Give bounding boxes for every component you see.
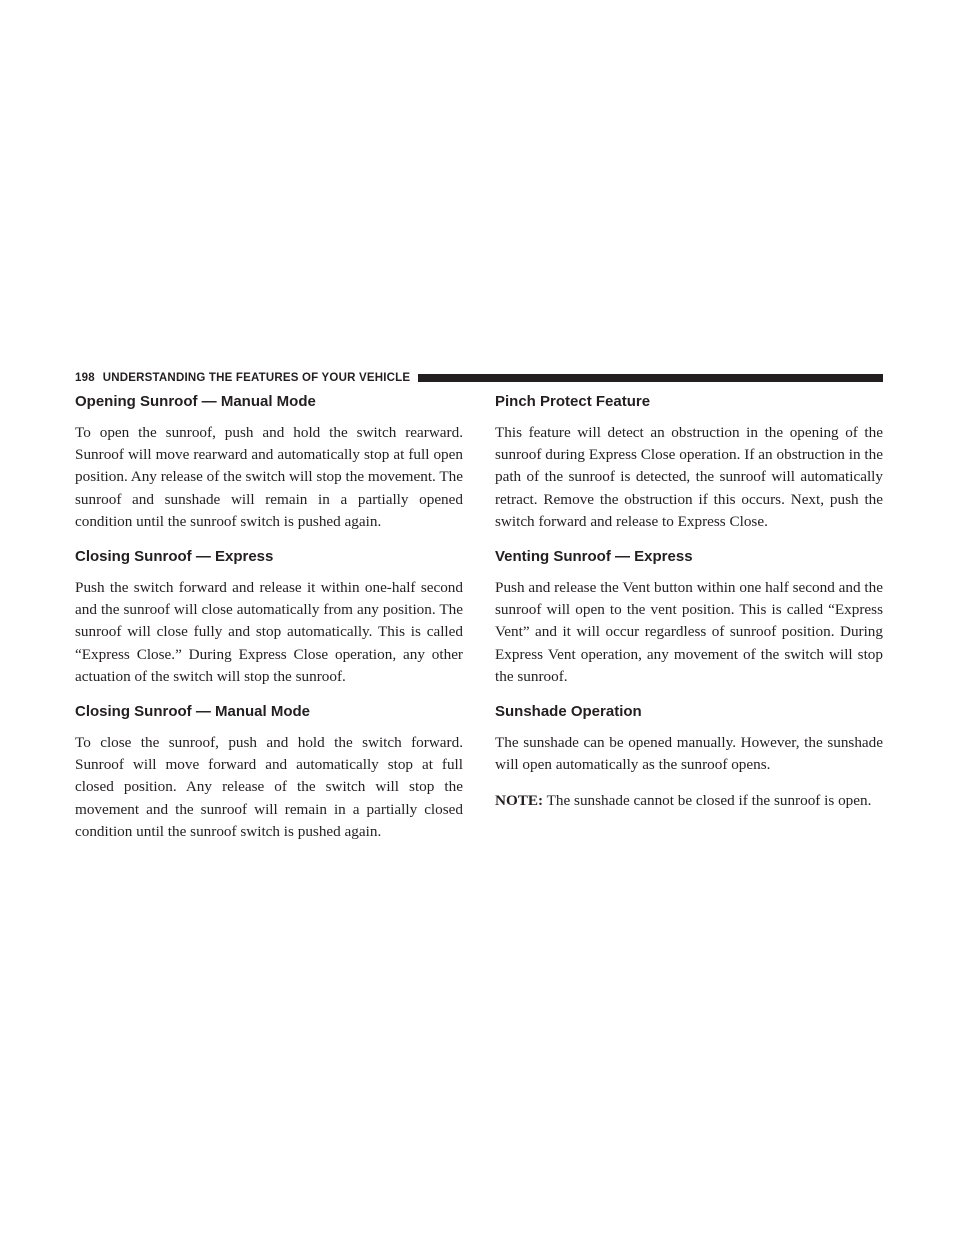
note-text: The sunshade cannot be closed if the sunroof is open. [543, 792, 872, 810]
paragraph-closing-manual: To close the sunroof, push and hold the switch forward. Sunroof will move forward and automatically stop at full closed position. Any release of the switch will stop the movement and the sunroof will remain in a partially closed condition until the sunroof switch is pushed again. [75, 734, 463, 840]
section-title: UNDERSTANDING THE FEATURES OF YOUR VEHICLE [102, 372, 411, 384]
paragraph-closing-express: Push the switch forward and release it within one-half second and the sunroof will close automatically from any position. The sunroof will close fully and stop automatically. This is called “Express Close.” During Express Close operation, any other actuation of the switch will stop the sunroof. [75, 579, 463, 685]
heading-closing-manual: Closing Sunroof — Manual Mode [75, 703, 310, 721]
page-header [75, 370, 883, 386]
note-paragraph [495, 790, 883, 812]
heading-closing-express: Closing Sunroof — Express [75, 548, 274, 566]
heading-pinch-protect: Pinch Protect Feature [495, 393, 651, 410]
right-column [495, 392, 883, 827]
paragraph-opening-manual: To open the sunroof, push and hold the switch rearward. Sunroof will move rearward and automatically stop at full open position. Any release of the switch will stop the movement. The sunroof and sunshade will remain in a partially opened condition until the sunroof switch is pushed again. [75, 424, 463, 530]
paragraph-pinch-protect: This feature will detect an obstruction in the opening of the sunroof during Express Close operation. If an obstruction in the path of the sunroof is detected, the sunroof will automatically retract. Remove the obstruction if this occurs. Next, push the switch forward and release to Express Close. [495, 424, 883, 530]
paragraph-venting-express: Push and release the Vent button within one half second and the sunroof will open to the vent position. This is called “Express Vent” and it will occur regardless of sunroof position. During Express Vent operation, any movement of the switch will stop the sunroof. [495, 579, 883, 685]
heading-venting-express: Venting Sunroof — Express [495, 548, 693, 566]
paragraph-sunshade: The sunshade can be opened manually. However, the sunshade will open automatically as the sunroof opens. [495, 734, 883, 774]
heading-sunshade: Sunshade Operation [495, 703, 642, 721]
header-rule [418, 374, 883, 382]
left-column [75, 392, 463, 857]
heading-opening-manual: Opening Sunroof — Manual Mode [75, 393, 316, 410]
page-number: 198 [75, 372, 95, 384]
note-label: NOTE: [495, 792, 544, 810]
